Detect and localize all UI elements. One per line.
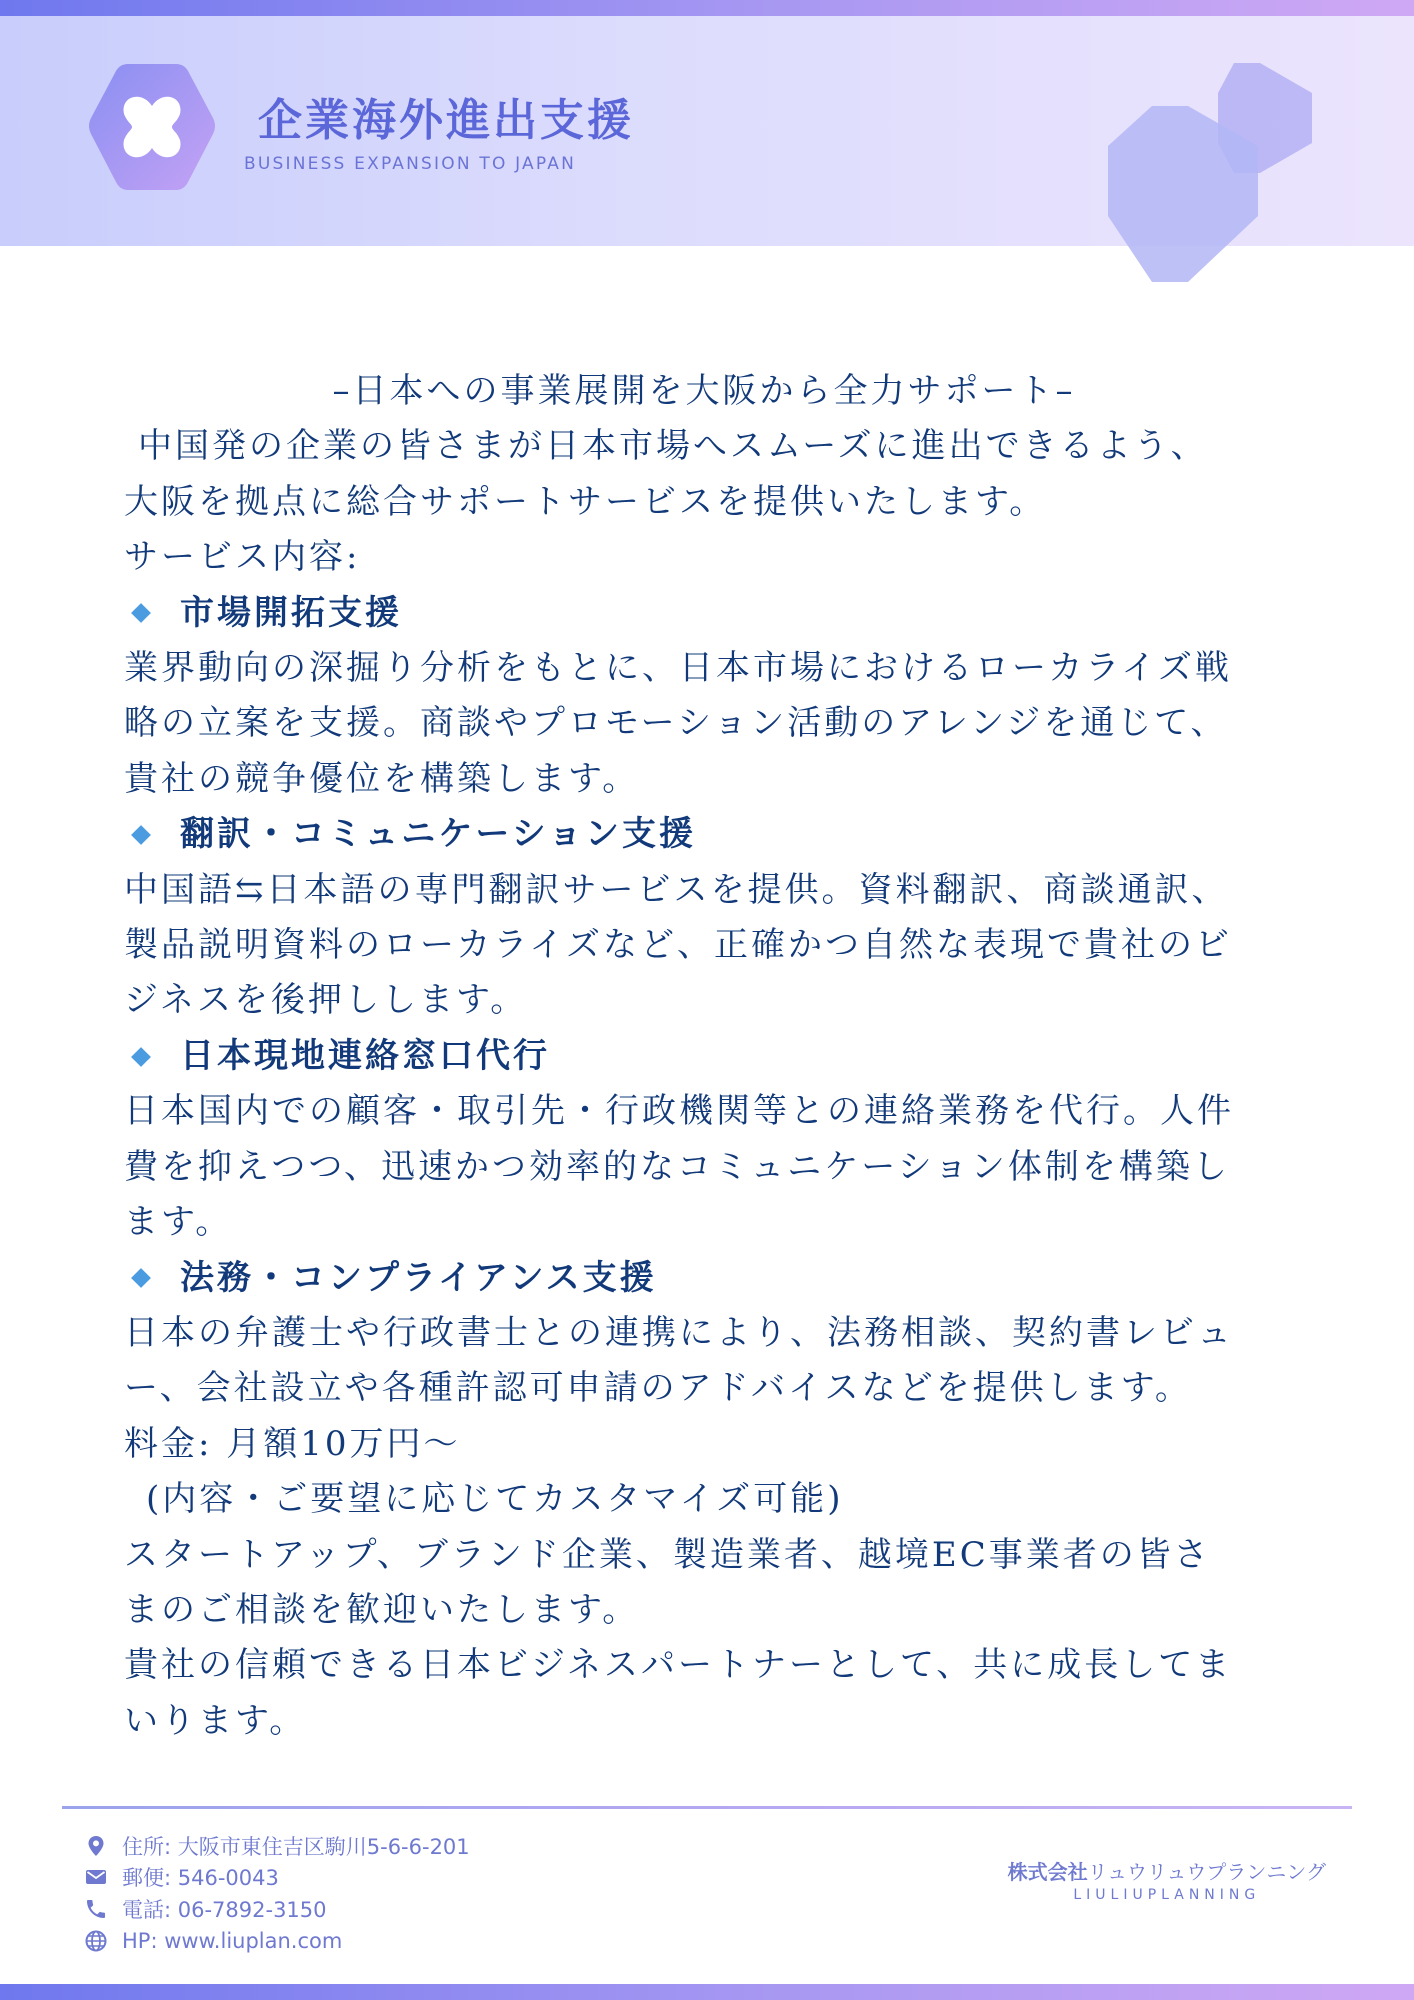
contact-text: 電話: 06-7892-3150 <box>122 1897 327 1922</box>
top-stripe <box>0 0 1414 16</box>
main-content <box>124 364 1324 1749</box>
service-line: 略の立案を支援。商談やプロモーション活動のアレンジを通じて、 <box>124 703 1228 744</box>
service-title: 日本現地連絡窓口代行 <box>180 1035 550 1076</box>
service-heading <box>124 807 1324 862</box>
closing-line: いります。 <box>124 1700 307 1741</box>
contact-info <box>84 1830 470 1956</box>
service-line: 貴社の競争優位を構築します。 <box>124 758 640 799</box>
brand-title: 企業海外進出支援 <box>258 95 634 146</box>
service-line: 費を抑えつつ、迅速かつ効率的なコミュニケーション体制を構築し <box>124 1146 1230 1187</box>
service-title: 法務・コンプライアンス支援 <box>180 1257 657 1298</box>
diamond-bullet-icon <box>131 1047 151 1067</box>
phone-icon <box>84 1897 108 1921</box>
service-line: ます。 <box>124 1202 233 1243</box>
hexagon-decoration-icon <box>1100 56 1320 286</box>
service-line: ジネスを後押しします。 <box>124 980 528 1021</box>
service-line: 業界動向の深掘り分析をもとに、日本市場におけるローカライズ戦 <box>124 648 1232 689</box>
contact-text: 住所: 大阪市東住吉区駒川5-6-6-201 <box>122 1834 470 1859</box>
contact-postal <box>84 1862 470 1894</box>
company-roman-name: LIULIUPLANNING <box>1073 1887 1261 1903</box>
contact-phone <box>84 1893 470 1925</box>
bottom-stripe <box>0 1984 1414 2000</box>
contact-address <box>84 1830 470 1862</box>
diamond-bullet-icon <box>131 825 151 845</box>
service-title: 市場開拓支援 <box>180 592 402 633</box>
location-pin-icon <box>84 1834 108 1858</box>
closing-line: 貴社の信頼できる日本ビジネスパートナーとして、共に成長してま <box>124 1645 1233 1686</box>
service-line: 中国語⇆日本語の専門翻訳サービスを提供。資料翻訳、商談通訳、 <box>124 869 1229 910</box>
service-line: 日本国内での顧客・取引先・行政機関等との連絡業務を代行。人件 <box>124 1091 1234 1132</box>
contact-text: 郵便: 546-0043 <box>122 1866 279 1891</box>
brand-subtitle: BUSINESS EXPANSION TO JAPAN <box>244 154 576 174</box>
diamond-bullet-icon <box>131 603 151 623</box>
company-name-prefix: 株式会社 <box>1007 1860 1088 1884</box>
diamond-bullet-icon <box>131 1268 151 1288</box>
price-note: (内容・ご要望に応じてカスタマイズ可能) <box>146 1479 844 1520</box>
services-label: サービス内容: <box>124 537 361 578</box>
intro-line: 大阪を拠点に総合サポートサービスを提供いたします。 <box>124 481 1047 522</box>
tagline: –日本への事業展開を大阪から全力サポート– <box>332 371 1076 411</box>
service-heading <box>124 586 1324 641</box>
globe-icon <box>84 1929 108 1953</box>
service-line: 日本の弁護士や行政書士との連携により、法務相談、契約書レビュ <box>124 1312 1234 1353</box>
mail-icon <box>84 1865 108 1889</box>
welcome-line: まのご相談を歓迎いたします。 <box>124 1589 640 1630</box>
company-name-main: リュウリュウプランニング <box>1087 1860 1326 1884</box>
service-line: 製品説明資料のローカライズなど、正確かつ自然な表現で貴社のビ <box>124 925 1232 966</box>
service-heading <box>124 1251 1324 1306</box>
service-title: 翻訳・コミュニケーション支援 <box>180 814 696 855</box>
service-heading <box>124 1029 1324 1084</box>
service-line: ー、会社設立や各種許認可申請のアドバイスなどを提供します。 <box>124 1368 1192 1409</box>
logo-icon <box>84 60 220 200</box>
footer-divider <box>62 1806 1352 1809</box>
website-link[interactable]: HP: www.liuplan.com <box>122 1928 343 1953</box>
welcome-line: スタートアップ、ブランド企業、製造業者、越境EC事業者の皆さ <box>124 1534 1211 1575</box>
intro-line: 中国発の企業の皆さまが日本市場へスムーズに進出できるよう、 <box>138 426 1208 467</box>
company-block <box>1008 1856 1326 1903</box>
price: 料金: 月額10万円～ <box>124 1423 461 1464</box>
company-name <box>1008 1856 1326 1885</box>
contact-website[interactable] <box>84 1925 470 1957</box>
